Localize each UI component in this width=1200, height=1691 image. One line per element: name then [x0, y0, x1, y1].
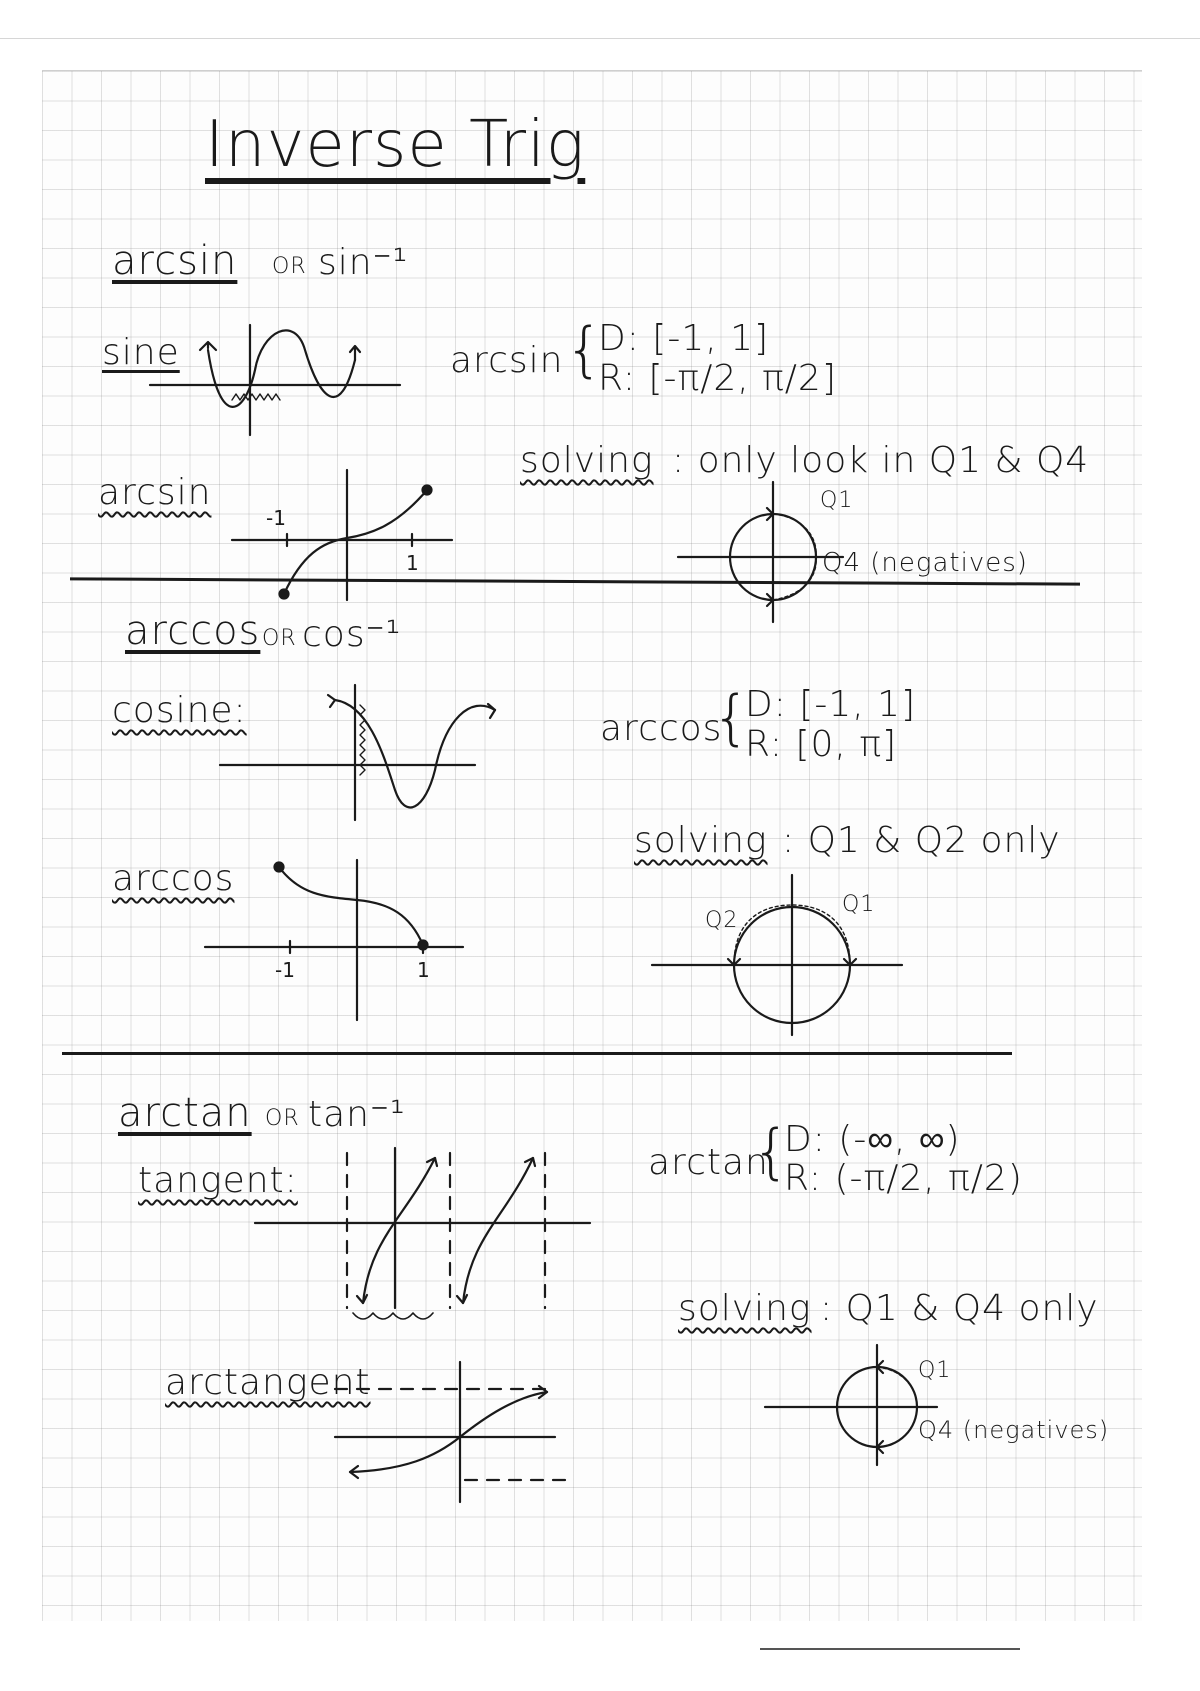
arctan-heading: arctan [118, 1090, 252, 1136]
arcsin-or-word: OR [272, 254, 307, 279]
arcsin-heading: arcsin [112, 238, 238, 284]
arcsin-dr-prefix: arcsin [450, 340, 564, 381]
arcsin-graph [232, 470, 462, 610]
cosine-graph [220, 680, 510, 830]
section-divider-2 [62, 1052, 1012, 1055]
arccos-range: R: [0, π] [745, 724, 898, 765]
scan-bottom-mark [760, 1648, 1020, 1650]
arccos-alt-notation: cos⁻¹ [302, 614, 402, 655]
arcsin-brace: { [565, 315, 604, 385]
arcsin-q4-label: Q4 (negatives) [822, 548, 1028, 578]
arctangent-graph-label: arctangent [165, 1362, 371, 1403]
arctan-alt-notation: tan⁻¹ [308, 1094, 406, 1135]
arcsin-alt-notation: sin⁻¹ [318, 242, 409, 283]
arcsin-solving-label: solving [520, 440, 654, 481]
arccos-domain: D: [-1, 1] [745, 684, 917, 725]
scan-top-edge [0, 38, 1200, 39]
arcsin-tick-pos: 1 [406, 551, 419, 575]
arccos-or-word: OR [262, 626, 297, 651]
arctan-solving-text: : Q1 & Q4 only [820, 1288, 1099, 1329]
arcsin-domain: D: [-1, 1] [598, 318, 770, 359]
arctan-range: R: (-π/2, π/2) [784, 1158, 1023, 1199]
arcsin-range: R: [-π/2, π/2] [598, 358, 837, 399]
arccos-solving-label: solving [634, 820, 768, 861]
tangent-label: tangent: [138, 1160, 298, 1201]
arctan-domain: D: (-∞, ∞) [784, 1119, 961, 1160]
arctan-or-word: OR [265, 1106, 300, 1131]
arccos-q2-label: Q2 [705, 908, 739, 933]
page-title: Inverse Trig [205, 108, 586, 182]
arccos-tick-neg: -1 [275, 958, 295, 982]
arctan-q1-label: Q1 [918, 1358, 952, 1383]
arctan-q4-label: Q4 (negatives) [918, 1416, 1110, 1444]
tangent-graph [255, 1148, 595, 1338]
arcsin-solving-text: : only look in Q1 & Q4 [672, 440, 1090, 481]
arcsin-q1-label: Q1 [820, 488, 854, 513]
arccos-brace: { [712, 683, 751, 753]
arccos-graph [205, 855, 475, 1025]
arccos-q1-label: Q1 [842, 892, 876, 917]
arctan-solving-label: solving [678, 1288, 812, 1329]
arcsin-tick-neg: -1 [266, 506, 286, 530]
arccos-solving-text: : Q1 & Q2 only [782, 820, 1061, 861]
sine-graph [150, 320, 410, 440]
cosine-label: cosine: [112, 690, 247, 731]
arccos-heading: arccos [125, 608, 261, 654]
sine-label: sine [102, 332, 180, 373]
arccos-graph-label: arccos [112, 858, 235, 899]
arccos-dr-prefix: arccos [600, 708, 723, 749]
arctan-brace: { [752, 1117, 791, 1187]
arctan-graph [335, 1362, 595, 1502]
arctan-dr-prefix: arctan [648, 1142, 769, 1183]
arcsin-graph-label: arcsin [98, 472, 212, 513]
arccos-tick-pos: 1 [417, 958, 430, 982]
